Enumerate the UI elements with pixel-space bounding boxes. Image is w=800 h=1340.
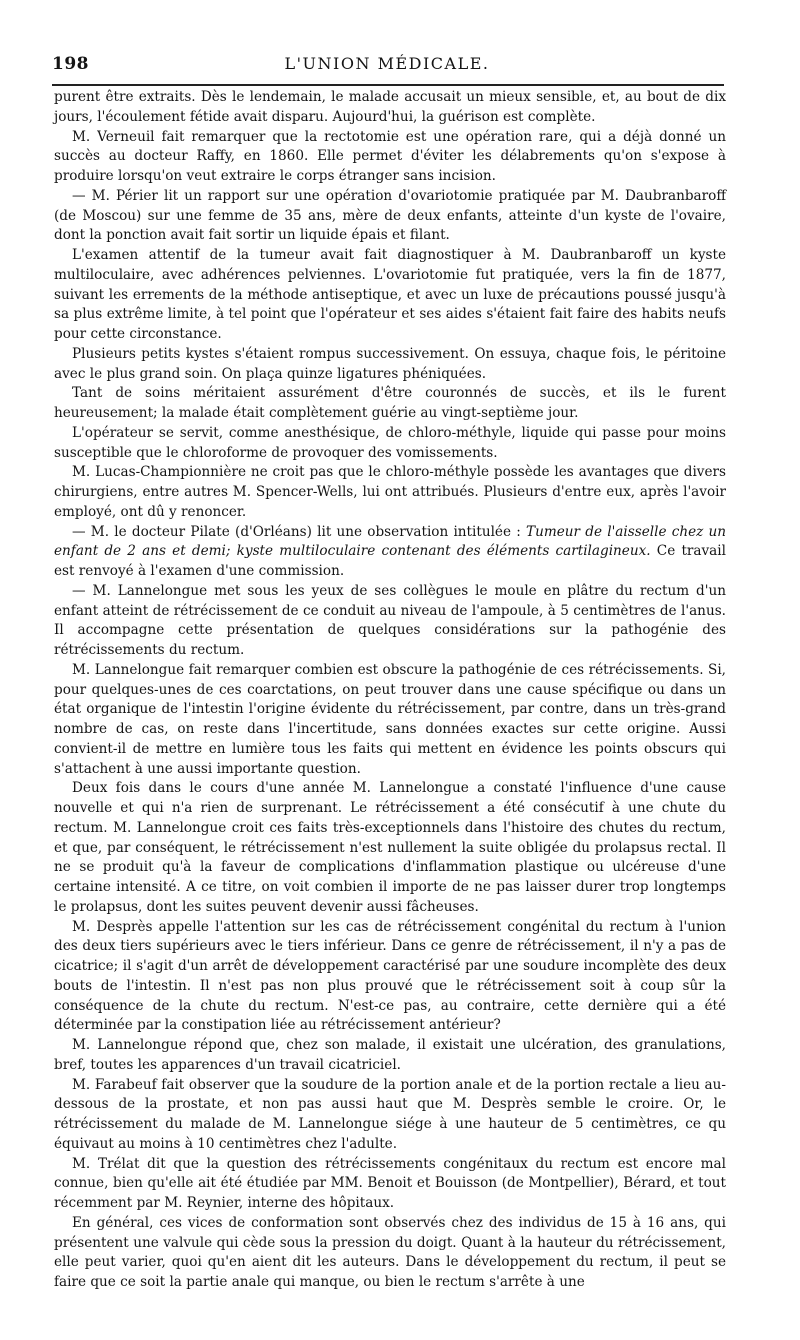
page-header bbox=[52, 54, 722, 80]
paragraph: M. Lucas-Championnière ne croit pas que le chloro-méthyle possède les avantages que divers chirurgiens, entre autres M. Spencer-Wells, lui ont attribués. Plusieurs d'entre eux, après l'avoir employé, ont dû y renoncer. bbox=[54, 464, 726, 520]
paragraph: Deux fois dans le cours d'une année M. Lannelongue a constaté l'influence d'une cause nouvelle et qui n'a rien de surprenant. Le rétrécissement a été consécutif à une chute du rectum. M. Lannelongue croit ces faits très-exceptionnels dans l'histoire des chutes du rectum, et que, par conséquent, le rétrécissement n'est nullement la suite obligée du prolapsus rectal. Il ne se produit qu'à la faveur de complications d'inflammation plastique ou ulcéreuse d'une certaine intensité. A ce titre, on voit combien il importe de ne pas laisser durer trop longtemps le prolapsus, dont les suites peuvent devenir aussi fâcheuses. bbox=[54, 780, 726, 915]
paragraph bbox=[54, 523, 726, 582]
paragraph: M. Trélat dit que la question des rétrécissements congénitaux du rectum est encore mal connue, bien qu'elle ait été étudiée par MM. Benoit et Bouisson (de Montpellier), Bérard, et tout récemment par M. Reynier, interne des hôpitaux. bbox=[54, 1155, 726, 1211]
paragraph-text: — M. le docteur Pilate (d'Orléans) lit une observation intitulée : bbox=[72, 523, 527, 540]
paragraph: L'opérateur se servit, comme anesthésique, de chloro-méthyle, liquide qui passe pour moins susceptible que le chloroforme de provoquer des vomissements. bbox=[54, 424, 726, 461]
paragraph: — M. Lannelongue met sous les yeux de ses collègues le moule en plâtre du rectum d'un enfant atteint de rétrécissement de ce conduit au niveau de l'ampoule, à 5 centimètres de l'anus. Il accompagne cette présentation de quelques considérations sur la pathogénie des rétrécissements du rectum. bbox=[54, 582, 726, 658]
paragraph: Tant de soins méritaient assurément d'être couronnés de succès, et ils le furent heureusement; la malade était complètement guérie au vingt-septième jour. bbox=[54, 385, 726, 421]
article-body bbox=[54, 88, 726, 1293]
page-number: 198 bbox=[52, 54, 89, 74]
paragraph: M. Desprès appelle l'attention sur les cas de rétrécissement congénital du rectum à l'union des deux tiers supérieurs avec le tiers inférieur. Dans ce genre de rétrécissement, il n'y a pas de cicatrice; il s'agit d'un arrêt de développement caractérisé par une soudure incomplète des deux bouts de l'intestin. Il n'est pas non plus prouvé que le rétrécissement soit à coup sûr la conséquence de la chute du rectum. N'est-ce pas, au contraire, cette dernière qui a été déterminée par la constipation liée au rétrécissement antérieur? bbox=[54, 918, 726, 1034]
paragraph: L'examen attentif de la tumeur avait fait diagnostiquer à M. Daubranbaroff un kyste multiloculaire, avec adhérences pelviennes. L'ovariotomie fut pratiquée, vers la fin de 1877, suivant les errements de la méthode antiseptique, et avec un luxe de précautions poussé jusqu'à sa plus extrême limite, à tel point que l'opérateur et ses aides s'étaient fait faire des habits neufs pour cette circonstance. bbox=[54, 247, 726, 342]
paragraph: M. Farabeuf fait observer que la soudure de la portion anale et de la portion rectale a lieu au-dessous de la prostate, et non pas aussi haut que M. Desprès semble le croire. Or, le rétrécissement du malade de M. Lannelongue siége à une hauteur de 5 centimètres, ce qu équivaut au moins à 10 centimètres chez l'adulte. bbox=[54, 1076, 726, 1152]
paragraph: Plusieurs petits kystes s'étaient rompus successivement. On essuya, chaque fois, le péritoine avec le plus grand soin. On plaça quinze ligatures phéniquées. bbox=[54, 345, 726, 382]
paragraph: M. Lannelongue répond que, chez son malade, il existait une ulcération, des granulations, bref, toutes les apparences d'un travail cicatriciel. bbox=[54, 1037, 726, 1073]
paragraph-text: Ce travail est renvoyé à l'examen d'une commission. bbox=[54, 543, 726, 579]
paragraph: En général, ces vices de conformation sont observés chez des individus de 15 à 16 ans, qui présentent une valvule qui cède sous la pression du doigt. Quant à la hauteur du rétrécissement, elle peut varier, quoi qu'en aient dit les auteurs. Dans le développement du rectum, il peut se faire que ce soit la partie anale qui manque, ou bien le rectum s'arrête à une bbox=[54, 1214, 726, 1290]
header-rule bbox=[52, 84, 724, 86]
paragraph: M. Verneuil fait remarquer que la rectotomie est une opération rare, qui a déjà donné un succès au docteur Raffy, en 1860. Elle permet d'éviter les délabrements qu'on s'expose à produire lorsqu'on veut extraire le corps étranger sans incision. bbox=[54, 128, 726, 184]
running-title: L'UNION MÉDICALE. bbox=[284, 54, 490, 73]
paragraph: M. Lannelongue fait remarquer combien est obscure la pathogénie de ces rétrécissements. Si, pour quelques-unes de ces coarctations, on peut trouver dans une cause spécifique ou dans un état organique de l'intestin l'origine évidente du rétrécissement, par contre, dans un très-grand nombre de cas, on reste dans l'incertitude, sans données exactes sur cette origine. Aussi convient-il de mettre en lumière tous les faits qui mettent en évidence les points obscurs qui s'attachent à une aussi importante question. bbox=[54, 661, 726, 777]
observation-title: Tumeur de l'aisselle chez un enfant de 2 ans et demi; kyste multiloculaire contenant des éléments cartilagineux. bbox=[54, 523, 727, 560]
paragraph: purent être extraits. Dès le lendemain, le malade accusait un mieux sensible, et, au bout de dix jours, l'écoulement fétide avait disparu. Aujourd'hui, la guérison est complète. bbox=[54, 89, 726, 125]
paragraph: — M. Périer lit un rapport sur une opération d'ovariotomie pratiquée par M. Daubranbaroff (de Moscou) sur une femme de 35 ans, mère de deux enfants, atteinte d'un kyste de l'ovaire, dont la ponction avait fait sortir un liquide épais et filant. bbox=[54, 187, 726, 244]
